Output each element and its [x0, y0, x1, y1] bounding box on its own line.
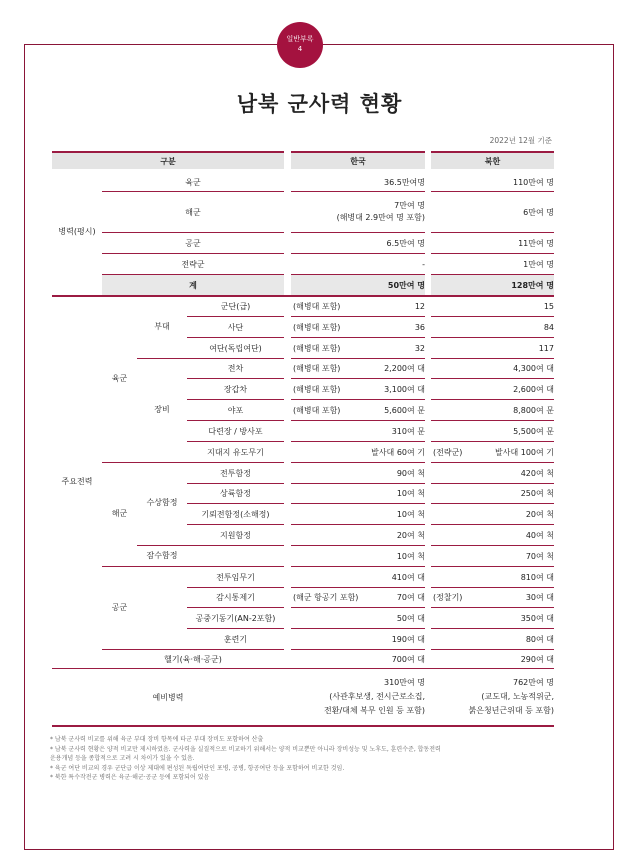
- row-line: [291, 253, 425, 254]
- row-line: [187, 524, 284, 525]
- row-line: [431, 274, 554, 275]
- row-line: [102, 274, 284, 275]
- row-line: [291, 566, 425, 567]
- row-label: 전략군: [181, 260, 205, 269]
- south-note: (해병대 포함): [293, 364, 341, 373]
- south-value: 90여 척: [396, 469, 425, 478]
- north-value: 350여 대: [520, 614, 554, 623]
- reference-date: 2022년 12월 기준: [489, 136, 552, 145]
- row-line: [187, 420, 284, 421]
- row-line: [431, 378, 554, 379]
- south-value: 10여 척: [396, 489, 425, 498]
- north-value: 발사대 100여 기: [495, 448, 554, 457]
- south-value: -: [422, 260, 425, 269]
- south-value: 발사대 60여 기: [371, 448, 425, 457]
- footnote: * 남북 군사력 비교를 위해 육군 부대 장비 항목에 타군 부대 장비도 포함하여 산출: [50, 736, 264, 743]
- south-value: 32: [414, 344, 425, 353]
- south-note: (해병대 포함): [293, 406, 341, 415]
- south-value-note: 전환/대체 복무 인원 등 포함): [324, 706, 425, 715]
- row-line: [431, 566, 554, 567]
- row-line: [291, 358, 425, 359]
- group-navy: 해군: [111, 509, 128, 518]
- south-value: 50여 대: [396, 614, 425, 623]
- north-value: 810여 대: [520, 573, 554, 582]
- row-line: [431, 649, 554, 650]
- row-label: 상륙함정: [220, 489, 251, 498]
- south-value: 700여 대: [391, 655, 425, 664]
- row-line: [431, 462, 554, 463]
- south-value: 3,100여 대: [384, 385, 425, 394]
- south-value: 310만여 명: [384, 678, 425, 687]
- header-south: 한국: [350, 157, 366, 166]
- row-line: [291, 420, 425, 421]
- row-line: [431, 483, 554, 484]
- north-value: 11만여 명: [518, 239, 554, 248]
- north-value: 70여 척: [525, 552, 554, 561]
- row-line: [431, 191, 554, 192]
- row-label: 훈련기: [223, 635, 248, 644]
- south-value: 190여 대: [391, 635, 425, 644]
- row-line: [431, 503, 554, 504]
- row-line: [137, 358, 284, 359]
- north-value: 4,300여 대: [513, 364, 554, 373]
- south-value: 36: [414, 323, 425, 332]
- south-value: 5,600여 문: [384, 406, 425, 415]
- row-label: 전차: [227, 364, 244, 373]
- row-line: [291, 607, 425, 608]
- north-value: 15: [543, 302, 554, 311]
- row-line: [431, 441, 554, 442]
- row-label: 육군: [185, 178, 201, 187]
- north-value: 420여 척: [520, 469, 554, 478]
- row-line: [291, 274, 425, 275]
- south-total: 50만여 명: [387, 281, 425, 290]
- row-line: [102, 191, 284, 192]
- table-bottom-line: [52, 725, 554, 727]
- north-value: 8,800여 문: [513, 406, 554, 415]
- north-value: 250여 척: [520, 489, 554, 498]
- north-value-note: (교도대, 노농적위군,: [481, 692, 554, 701]
- north-total: 128만여 명: [511, 281, 554, 290]
- north-value: 5,500여 문: [513, 427, 554, 436]
- group-submarines: 잠수함정: [146, 551, 178, 560]
- row-line: [187, 378, 284, 379]
- row-line: [291, 378, 425, 379]
- south-value: 410여 대: [391, 573, 425, 582]
- row-line: [291, 483, 425, 484]
- group-equipment: 장비: [154, 405, 170, 414]
- row-line: [102, 566, 284, 567]
- row-line: [291, 545, 425, 546]
- group-troops: 병력(평시): [58, 227, 96, 236]
- row-label: 군단(급): [220, 302, 251, 311]
- group-helicopters: 헬기(육·해·공군): [164, 655, 222, 664]
- row-line: [431, 253, 554, 254]
- row-line: [431, 232, 554, 233]
- row-line: [187, 483, 284, 484]
- row-line: [431, 628, 554, 629]
- footnote: * 북한 특수작전군 병력은 육군·해군·공군 등에 포함되어 있음: [50, 774, 210, 782]
- south-value: 36.5만여명: [384, 178, 425, 187]
- row-line: [291, 649, 425, 650]
- south-value: 310여 문: [391, 427, 425, 436]
- row-line: [291, 316, 425, 317]
- south-note: (해병대 포함): [293, 323, 341, 332]
- row-line: [291, 628, 425, 629]
- north-value: 6만여 명: [523, 208, 554, 217]
- row-label: 전투임무기: [216, 573, 255, 582]
- row-line: [187, 399, 284, 400]
- north-value: 84: [543, 323, 554, 332]
- south-value: 7만여 명: [394, 201, 425, 210]
- row-line: [431, 607, 554, 608]
- row-label: 해군: [185, 208, 201, 217]
- group-reserve: 예비병력: [152, 693, 184, 702]
- row-line: [291, 191, 425, 192]
- row-line: [431, 316, 554, 317]
- row-line: [291, 441, 425, 442]
- row-line: [431, 358, 554, 359]
- badge-label: 일반부록: [286, 35, 314, 43]
- row-line: [291, 587, 425, 588]
- row-label: 공군: [185, 239, 201, 248]
- south-value-note: (해병대 2.9만여 명 포함): [336, 213, 425, 222]
- row-line: [431, 420, 554, 421]
- north-value: 762만여 명: [513, 678, 554, 687]
- badge-number: 4: [297, 45, 303, 54]
- south-value: 12: [414, 302, 425, 311]
- row-line: [431, 524, 554, 525]
- row-label: 공중기동기(AN-2포함): [195, 614, 276, 623]
- south-value: 20여 척: [396, 531, 425, 540]
- row-line: [187, 441, 284, 442]
- row-label-total: 계: [189, 281, 197, 290]
- row-label: 기뢰전함정(소해정): [201, 510, 270, 519]
- south-note: (해병대 포함): [293, 344, 341, 353]
- row-line: [291, 524, 425, 525]
- south-value: 10여 척: [396, 552, 425, 561]
- north-value: 20여 척: [525, 510, 554, 519]
- footnote: * 육군 여단 비교의 경우 군단급 이상 제대에 편성된 독립여단인 포병, 공병, 항공여단 등을 포함하여 비교한 것임.: [50, 764, 345, 772]
- footnote: 운용개념 등을 종합적으로 고려 시 차이가 있을 수 있음.: [50, 755, 195, 763]
- row-line: [187, 316, 284, 317]
- north-note: (전략군): [433, 448, 463, 457]
- footnotes: [50, 735, 570, 783]
- row-label: 야포: [227, 406, 244, 415]
- north-value: 117: [538, 344, 554, 353]
- row-line: [102, 649, 284, 650]
- north-value: 110만여 명: [513, 178, 554, 187]
- north-value: 290여 대: [520, 655, 554, 664]
- row-label: 여단(독립여단): [209, 344, 262, 353]
- row-line: [187, 503, 284, 504]
- row-line: [291, 503, 425, 504]
- south-value: 10여 척: [396, 510, 425, 519]
- north-note: (정찰기): [433, 593, 463, 602]
- group-army: 육군: [111, 374, 128, 383]
- row-label: 감시통제기: [216, 593, 255, 602]
- group-airforce: 공군: [111, 603, 128, 612]
- row-line: [291, 337, 425, 338]
- header-north: 북한: [484, 157, 501, 166]
- north-value: 1만여 명: [523, 260, 554, 269]
- north-value: 2,600여 대: [513, 385, 554, 394]
- row-line: [187, 337, 284, 338]
- row-line: [187, 607, 284, 608]
- page-title: 남북 군사력 현황: [236, 92, 403, 116]
- row-label: 지원함정: [220, 531, 251, 540]
- south-value: 6.5만여 명: [386, 239, 425, 248]
- south-value: 2,200여 대: [384, 364, 425, 373]
- group-units: 부대: [154, 322, 170, 331]
- south-value-note: (사관후보생, 전시근로소집,: [329, 692, 425, 701]
- header-category: 구분: [160, 157, 176, 166]
- row-label: 사단: [227, 323, 244, 332]
- row-line: [291, 462, 425, 463]
- section-line: [52, 295, 554, 297]
- footnote: * 남북 군사력 현황은 양적 비교만 제시하였음. 군사력을 실질적으로 비교하기 위해서는 양적 비교뿐만 아니라 장비성능 및 노후도, 훈련수준, 합동전력: [50, 745, 441, 753]
- row-line: [431, 399, 554, 400]
- row-line: [102, 253, 284, 254]
- south-note: (해군 항공기 포함): [293, 593, 359, 602]
- north-value: 40여 척: [525, 531, 554, 540]
- row-line: [431, 337, 554, 338]
- row-line: [431, 587, 554, 588]
- north-value: 80여 대: [525, 635, 554, 644]
- south-note: (해병대 포함): [293, 385, 341, 394]
- appendix-badge: [277, 22, 323, 68]
- row-line: [102, 232, 284, 233]
- group-surface-ships: 수상함정: [146, 498, 178, 507]
- north-value-note: 붉은청년근위대 등 포함): [468, 706, 554, 715]
- row-line: [291, 399, 425, 400]
- row-line: [187, 628, 284, 629]
- south-note: (해병대 포함): [293, 302, 341, 311]
- row-label: 다련장 / 방사포: [208, 427, 263, 436]
- row-line: [187, 587, 284, 588]
- row-label: 전투함정: [220, 469, 251, 478]
- row-line: [102, 462, 284, 463]
- north-value: 30여 대: [525, 593, 554, 602]
- row-label: 장갑차: [223, 385, 248, 394]
- row-label: 지대지 유도무기: [207, 448, 264, 457]
- row-line: [291, 232, 425, 233]
- row-line: [431, 545, 554, 546]
- section-line: [52, 668, 554, 669]
- group-main-forces: 주요전력: [61, 477, 93, 486]
- south-value: 70여 대: [396, 593, 425, 602]
- row-line: [137, 545, 284, 546]
